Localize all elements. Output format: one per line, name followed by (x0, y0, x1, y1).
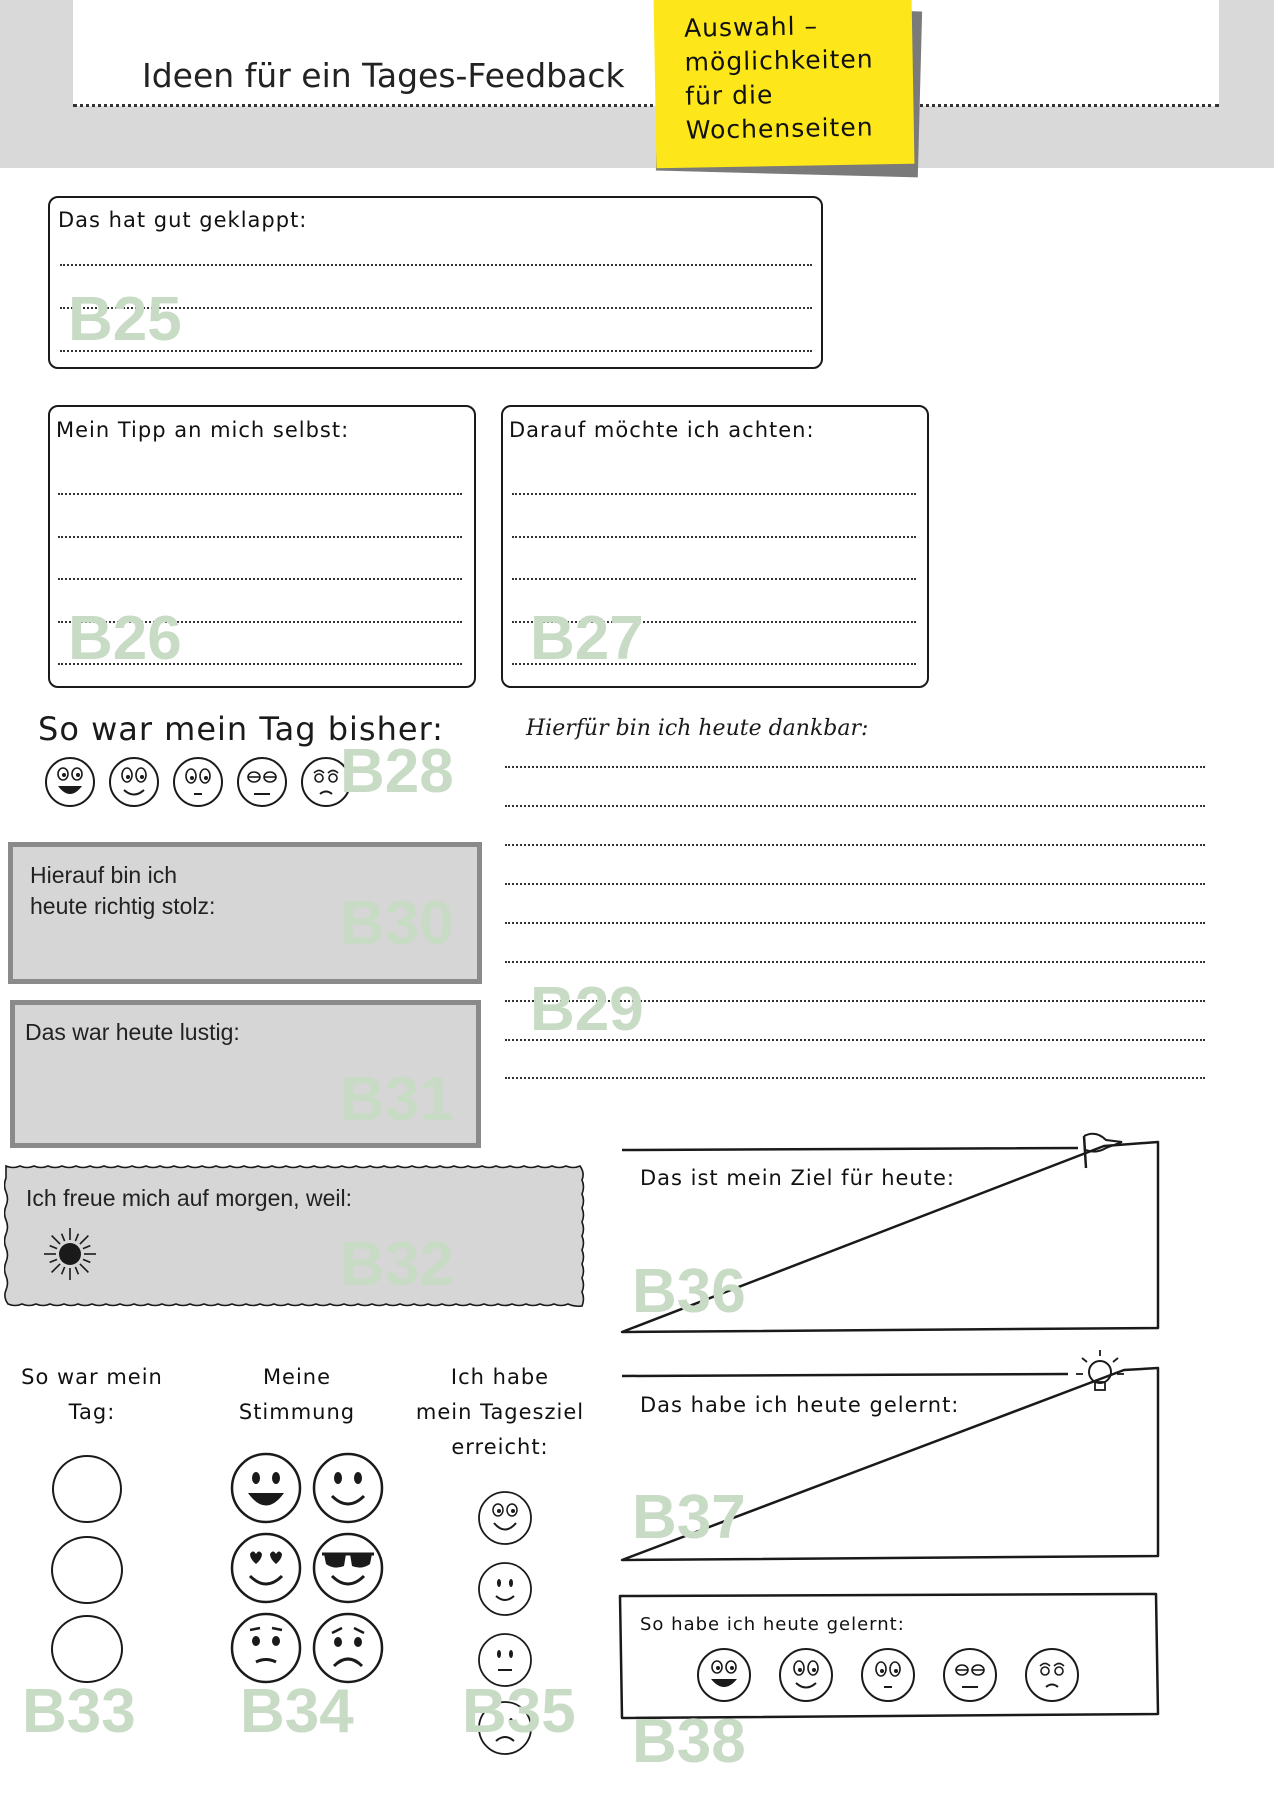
day-rating-circle[interactable] (51, 1536, 123, 1604)
sun-ray (83, 1259, 90, 1262)
smiling-face-icon[interactable] (780, 1649, 832, 1701)
b34-heading-line: Stimmung (238, 1400, 356, 1424)
laughing-face-icon[interactable] (232, 1454, 300, 1522)
b37-label: Das habe ich heute gelernt: (640, 1393, 960, 1417)
block-code-b26: B26 (68, 604, 182, 673)
writing-line[interactable] (58, 536, 462, 538)
writing-line[interactable] (505, 961, 1205, 963)
sticky-note (654, 0, 915, 168)
sticky-note-line: Wochenseiten (685, 112, 874, 145)
page-title: Ideen für ein Tages-Feedback (142, 56, 625, 95)
block-code-b25: B25 (68, 285, 182, 354)
block-code-b30: B30 (340, 889, 454, 958)
block-code-b32: B32 (340, 1230, 454, 1299)
writing-line[interactable] (505, 766, 1205, 768)
laughing-face-icon[interactable] (698, 1649, 750, 1701)
b38-label: So habe ich heute gelernt: (640, 1614, 905, 1635)
b35-heading (410, 1360, 590, 1465)
writing-line[interactable] (512, 578, 916, 580)
block-code-b33: B33 (22, 1677, 136, 1746)
block-code-b34: B34 (240, 1677, 354, 1746)
block-code-b27: B27 (530, 604, 644, 673)
neutral-face-icon[interactable] (174, 758, 222, 806)
block-code-b37: B37 (632, 1483, 746, 1552)
sun-icon (40, 1224, 100, 1284)
sticky-note-line: möglichkeiten (684, 44, 874, 77)
writing-line[interactable] (505, 844, 1205, 846)
block-code-b31: B31 (340, 1065, 454, 1134)
day-rating-circle[interactable] (51, 1615, 123, 1683)
b34-heading-line: Meine (262, 1365, 332, 1389)
b34-heading (212, 1360, 382, 1430)
b28-label: So war mein Tag bisher: (38, 710, 444, 748)
writing-line[interactable] (60, 264, 812, 266)
b35-heading-line: mein Tagesziel (415, 1400, 585, 1424)
smiling-face-icon[interactable] (479, 1563, 531, 1615)
b28-face-row (40, 752, 360, 812)
laughing-face-icon[interactable] (46, 758, 94, 806)
b35-heading-line: Ich habe (450, 1365, 550, 1389)
b35-heading-line: erreicht: (451, 1435, 549, 1459)
sun-ray (50, 1246, 57, 1249)
header-divider (73, 104, 1219, 107)
sun-ray (75, 1267, 78, 1274)
smiling-face-icon[interactable] (110, 758, 158, 806)
writing-line[interactable] (58, 493, 462, 495)
frowning-face-icon[interactable] (314, 1614, 382, 1682)
b36-label: Das ist mein Ziel für heute: (640, 1166, 955, 1190)
heart-eyes-face-icon[interactable] (232, 1534, 300, 1602)
sun-ray (52, 1236, 60, 1244)
b38-face-row (690, 1645, 1110, 1705)
lightbulb-icon (1076, 1350, 1124, 1390)
b33-heading-line: Tag: (68, 1400, 116, 1424)
block-code-b38: B38 (632, 1707, 746, 1776)
sunglasses-face-icon[interactable] (314, 1534, 382, 1602)
worried-face-icon[interactable] (232, 1614, 300, 1682)
writing-line[interactable] (505, 1077, 1205, 1079)
writing-line[interactable] (505, 922, 1205, 924)
block-code-b35: B35 (462, 1677, 576, 1746)
b32-label: Ich freue mich auf morgen, weil: (26, 1185, 352, 1211)
sun-ray (75, 1234, 78, 1241)
block-code-b36: B36 (632, 1257, 746, 1326)
sun-ray (83, 1246, 90, 1249)
b34-mood-grid (226, 1450, 386, 1690)
writing-line[interactable] (505, 805, 1205, 807)
sun-ray (52, 1264, 60, 1272)
b27-label: Darauf möchte ich achten: (509, 418, 815, 442)
smiling-face-icon[interactable] (314, 1454, 382, 1522)
tired-face-icon[interactable] (238, 758, 286, 806)
day-rating-circle[interactable] (52, 1455, 122, 1523)
laughing-face-icon[interactable] (479, 1492, 531, 1544)
sun-ray (80, 1236, 88, 1244)
b29-label: Hierfür bin ich heute dankbar: (526, 716, 869, 741)
b33-heading (12, 1360, 172, 1430)
b25-label: Das hat gut geklappt: (58, 208, 308, 232)
sun-ray (62, 1234, 65, 1241)
b33-heading-line: So war mein (21, 1365, 163, 1389)
b30-label (30, 860, 215, 922)
b30-label-line: Hierauf bin ich (30, 862, 178, 888)
writing-line[interactable] (505, 883, 1205, 885)
sun-ray (50, 1259, 57, 1262)
writing-line[interactable] (58, 578, 462, 580)
block-code-b29: B29 (530, 975, 644, 1044)
sticky-note-line: Auswahl – (683, 11, 819, 43)
sun-ray (62, 1267, 65, 1274)
b26-label: Mein Tipp an mich selbst: (56, 418, 350, 442)
sad-face-icon[interactable] (1026, 1649, 1078, 1701)
b31-label: Das war heute lustig: (25, 1019, 240, 1045)
block-code-b28: B28 (340, 737, 454, 806)
writing-line[interactable] (512, 493, 916, 495)
flag-icon (1084, 1134, 1122, 1168)
writing-line[interactable] (512, 536, 916, 538)
tired-face-icon[interactable] (944, 1649, 996, 1701)
neutral-face-icon[interactable] (862, 1649, 914, 1701)
sticky-note-line: für die (684, 80, 774, 111)
b30-label-line: heute richtig stolz: (30, 893, 216, 919)
sun-ray (80, 1264, 88, 1272)
